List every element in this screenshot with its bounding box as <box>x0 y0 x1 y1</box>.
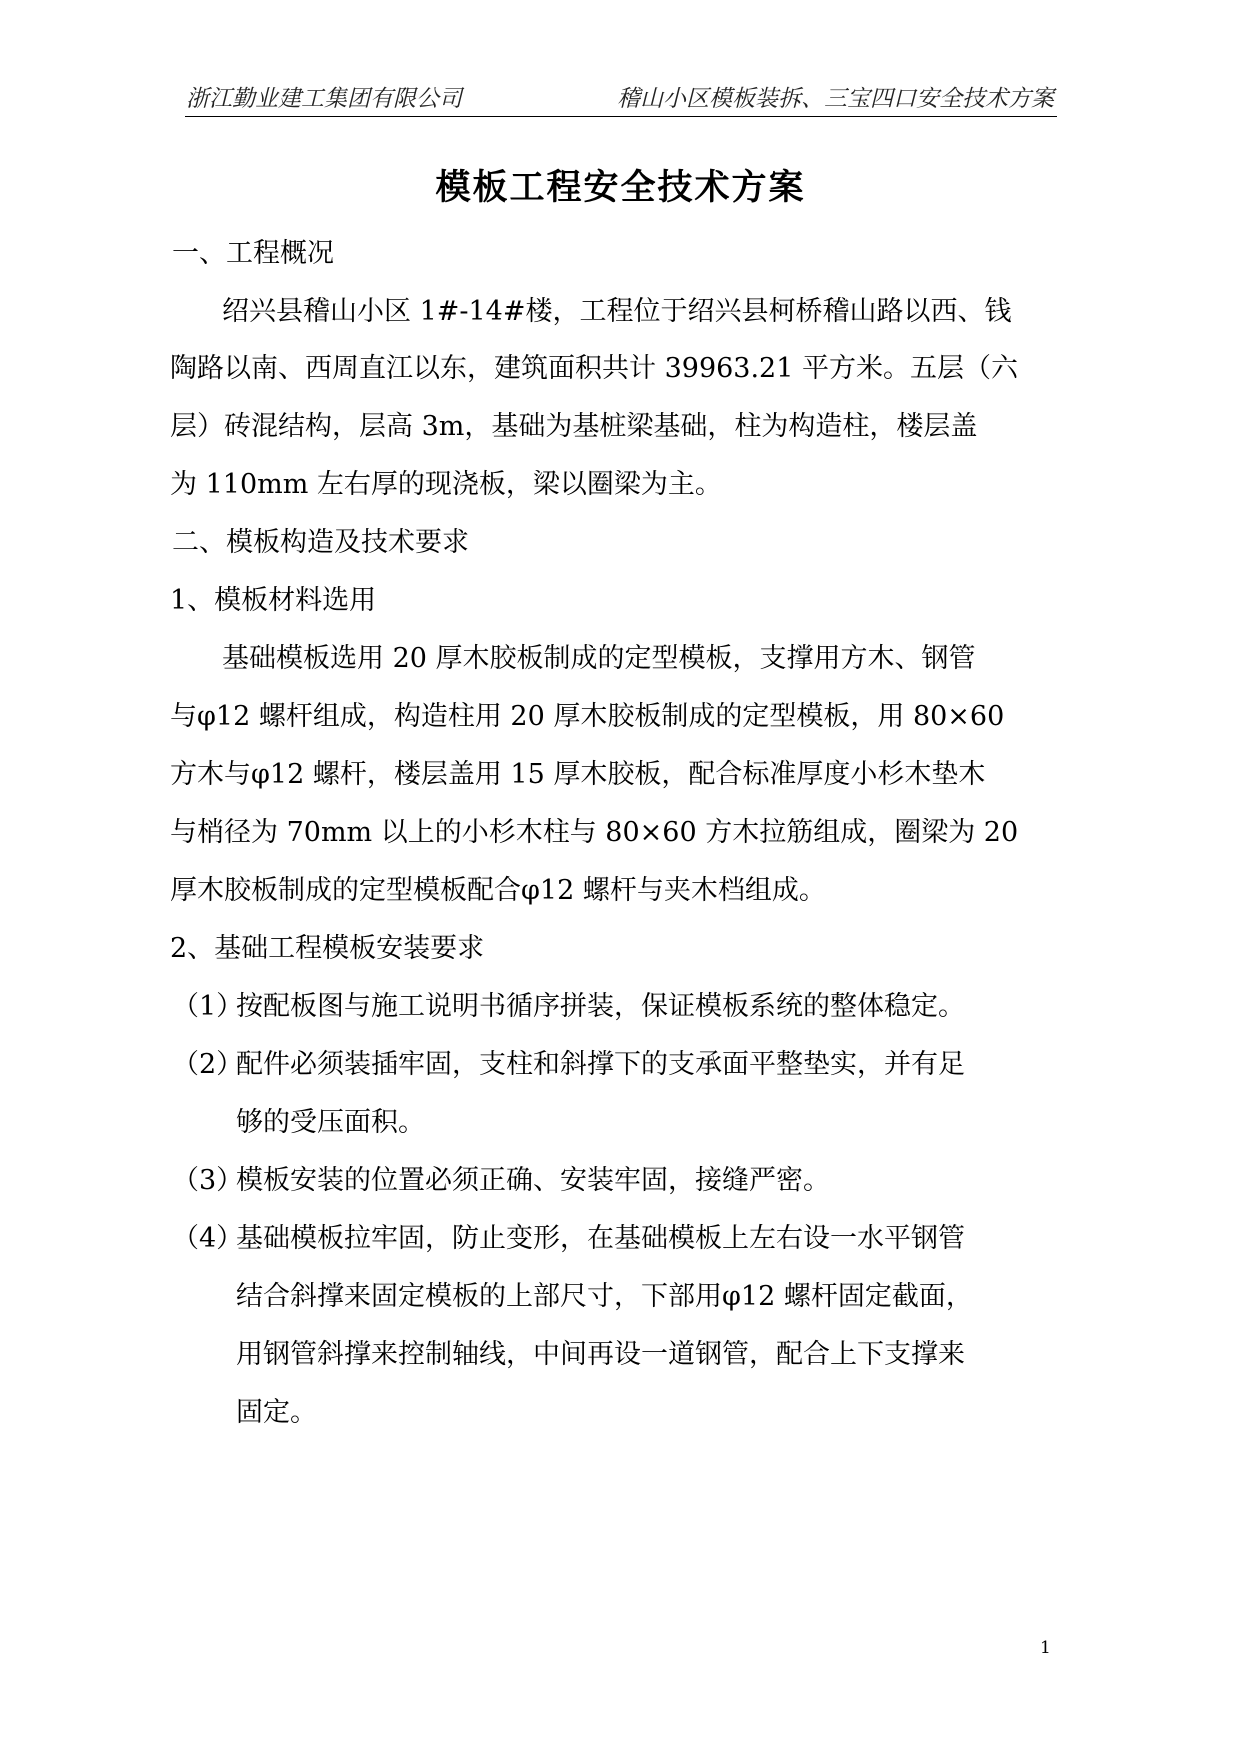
list-item-text: 结合斜撑来固定模板的上部尺寸，下部用φ12 螺杆固定截面， <box>236 1281 973 1312</box>
list-item-number: （2） <box>172 1049 244 1080</box>
subsection-heading-foundation: 2、基础工程模板安装要求 <box>170 933 485 964</box>
list-item-text: 基础模板拉牢固，防止变形，在基础模板上左右设一水平钢管 <box>236 1223 965 1254</box>
page-number: 1 <box>1040 1638 1051 1658</box>
paragraph-line: 层）砖混结构，层高 3m，基础为基桩梁基础，柱为构造柱，楼层盖 <box>170 411 978 442</box>
list-item-number: （3） <box>172 1165 244 1196</box>
list-item-text: 够的受压面积。 <box>236 1107 425 1138</box>
header-document-title: 稽山小区模板装拆、三宝四口安全技术方案 <box>617 86 1054 112</box>
list-item-text: 配件必须装插牢固，支柱和斜撑下的支承面平整垫实，并有足 <box>236 1049 965 1080</box>
header-company: 浙江勤业建工集团有限公司 <box>186 86 462 112</box>
list-item-number: （1） <box>172 991 244 1022</box>
page-title: 模板工程安全技术方案 <box>435 167 806 208</box>
paragraph-line: 与φ12 螺杆组成，构造柱用 20 厚木胶板制成的定型模板，用 80×60 <box>170 701 1005 732</box>
list-item-text: 按配板图与施工说明书循序拼装，保证模板系统的整体稳定。 <box>236 991 965 1022</box>
paragraph-line: 陶路以南、西周直江以东，建筑面积共计 39963.21 平方米。五层（六 <box>170 353 1018 384</box>
list-item-number: （4） <box>172 1223 244 1254</box>
paragraph-line: 绍兴县稽山小区 1#-14#楼，工程位于绍兴县柯桥稽山路以西、钱 <box>222 296 1012 327</box>
paragraph-line: 基础模板选用 20 厚木胶板制成的定型模板，支撑用方木、钢管 <box>222 643 976 674</box>
paragraph-line: 方木与φ12 螺杆，楼层盖用 15 厚木胶板，配合标准厚度小杉木垫木 <box>170 759 986 790</box>
paragraph-line: 厚木胶板制成的定型模板配合φ12 螺杆与夹木档组成。 <box>170 875 826 906</box>
list-item-text: 固定。 <box>236 1397 317 1428</box>
list-item-text: 用钢管斜撑来控制轴线，中间再设一道钢管，配合上下支撑来 <box>236 1339 965 1370</box>
list-item-text: 模板安装的位置必须正确、安装牢固，接缝严密。 <box>236 1165 830 1196</box>
paragraph-line: 为 110mm 左右厚的现浇板，梁以圈梁为主。 <box>170 469 722 500</box>
section-heading-overview: 一、工程概况 <box>172 238 334 269</box>
header-rule <box>185 116 1057 117</box>
subsection-heading-materials: 1、模板材料选用 <box>170 585 377 616</box>
paragraph-line: 与梢径为 70mm 以上的小杉木柱与 80×60 方木拉筋组成，圈梁为 20 <box>170 817 1019 848</box>
section-heading-formwork: 二、模板构造及技术要求 <box>172 527 469 558</box>
